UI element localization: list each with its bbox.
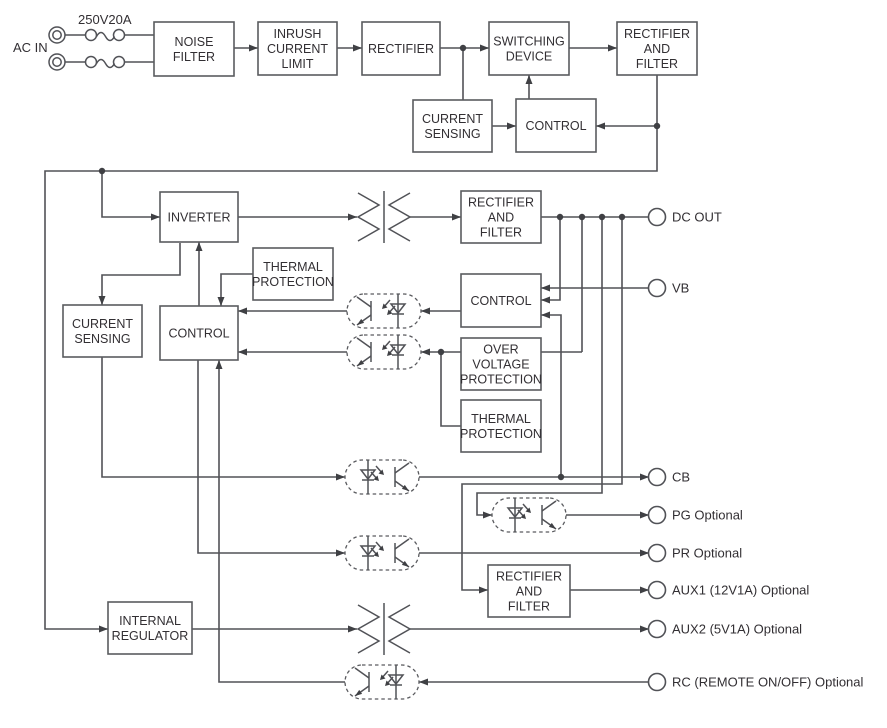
block-label: INVERTER (167, 210, 231, 225)
main-transformer-icon (358, 191, 410, 243)
block-label: SENSING (424, 127, 481, 141)
block-label: SENSING (74, 332, 131, 346)
block-label: AND (643, 42, 671, 56)
block-rectifier-and-filter-2 (461, 191, 541, 243)
block-label: CURRENT (266, 42, 329, 56)
terminal-rc (649, 674, 864, 691)
terminal-label: AUX1 (12V1A) Optional (672, 582, 810, 598)
terminal-aux2 (649, 621, 803, 638)
wire-ac-lines (65, 35, 154, 62)
block-label: REGULATOR (111, 629, 189, 643)
block-label: OVER (483, 342, 519, 357)
wire-aux-stage (192, 629, 648, 682)
block-label: PROTECTION (460, 372, 542, 387)
block-rectifier-and-filter-aux1 (488, 565, 570, 617)
block-inrush-current-limit (258, 22, 337, 75)
block-label: FILTER (635, 57, 679, 71)
terminal-label: AUX2 (5V1A) Optional (672, 621, 803, 637)
block-internal-regulator (108, 602, 192, 654)
block-rectifier (362, 22, 440, 75)
terminal-label: RC (REMOTE ON/OFF) Optional (672, 674, 864, 690)
block-label: LIMIT (281, 57, 314, 71)
block-switching-device (489, 22, 569, 75)
optocoupler-cb-icon (345, 460, 419, 494)
ac-in-label: AC IN (13, 40, 48, 55)
block-thermal-protection-1 (252, 248, 334, 300)
fuse-icon (86, 30, 125, 68)
block-label: CURRENT (421, 112, 484, 126)
block-label: SWITCHING (493, 34, 565, 49)
terminal-dc-out (649, 209, 722, 226)
block-label: FILTER (507, 599, 551, 614)
block-label: INTERNAL (119, 614, 181, 628)
terminal-label: PR Optional (672, 545, 743, 561)
terminal-label: VB (672, 280, 690, 296)
terminal-label: PG Optional (672, 507, 743, 523)
block-thermal-protection-2 (460, 400, 542, 452)
block-label: AND (487, 210, 515, 225)
block-label: INRUSH (273, 27, 322, 41)
terminal-aux1 (649, 582, 810, 599)
block-label: PROTECTION (252, 275, 334, 289)
block-label: DEVICE (505, 49, 553, 64)
block-label: VOLTAGE (472, 357, 530, 372)
optocoupler-pg-icon (492, 498, 566, 532)
optocoupler-pr-icon (345, 536, 419, 570)
block-label: FILTER (479, 225, 523, 240)
block-inverter (160, 192, 238, 242)
ac-terminal-icon (49, 27, 65, 70)
optocoupler-ovp-icon (347, 335, 421, 369)
block-label: PROTECTION (460, 427, 542, 441)
block-label: RECTIFIER (368, 42, 434, 56)
block-label: CONTROL (470, 294, 532, 308)
block-current-sensing-2 (63, 305, 142, 357)
block-label: RECTIFIER (624, 27, 690, 41)
block-current-sensing-1 (413, 100, 492, 152)
terminal-cb (649, 469, 691, 486)
block-control-inverter (160, 306, 238, 360)
block-over-voltage-protection (460, 338, 542, 390)
aux-transformer-icon (358, 603, 410, 655)
block-label: THERMAL (263, 260, 323, 274)
terminal-label: CB (672, 469, 691, 485)
block-control-switching (516, 99, 596, 152)
block-label: THERMAL (471, 412, 531, 426)
optocoupler-control-feedback-icon (347, 294, 421, 328)
terminal-pr (649, 545, 743, 562)
block-noise-filter (154, 22, 234, 76)
block-rectifier-and-filter-1 (617, 22, 697, 75)
block-label: CONTROL (525, 119, 587, 133)
terminal-label: DC OUT (672, 209, 722, 225)
terminal-pg (649, 507, 743, 524)
block-label: AND (515, 584, 543, 599)
block-label: CONTROL (168, 326, 230, 341)
block-label: CURRENT (71, 317, 134, 331)
terminal-vb (649, 280, 690, 297)
optocoupler-rc-icon (345, 665, 419, 699)
fuse-rating-label: 250V20A (78, 12, 132, 27)
block-label: RECTIFIER (468, 195, 534, 210)
block-label: NOISE (174, 35, 214, 49)
block-control-secondary (461, 274, 541, 327)
block-label: FILTER (172, 50, 216, 64)
block-label: RECTIFIER (496, 569, 562, 584)
